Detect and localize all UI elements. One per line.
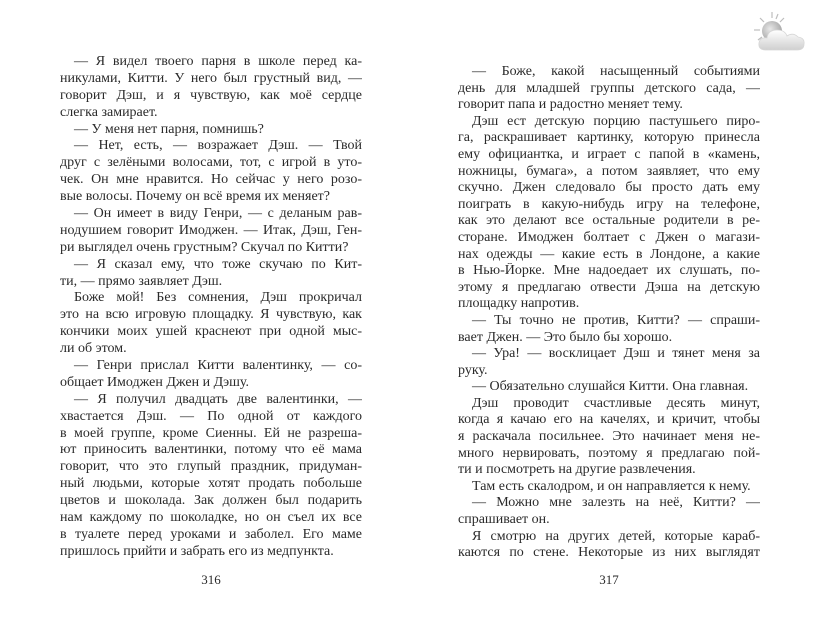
- text-line: площадку напротив.: [458, 296, 580, 312]
- text-line: Боже мой! Без сомнения, Дэш прокричал: [74, 290, 362, 306]
- text-line: Там есть скалодром, и он направляется к нему.: [472, 478, 751, 494]
- text-line: друг с зелёными волосами, тот, с игрой в уто-: [60, 155, 362, 171]
- text-line: поиграть в какую-нибудь игру на телефоне,: [458, 196, 760, 212]
- text-line: каются по стене. Некоторые из них выглядят: [458, 545, 760, 561]
- text-line: га, раскрашивает картинку, которую принесла: [458, 130, 760, 146]
- text-line: в моей группе, кроме Сиенны. Ей не разреша-: [60, 425, 362, 441]
- text-line: вает Джен. — Это было бы хорошо.: [458, 329, 673, 345]
- page-number-right: 317: [599, 572, 619, 587]
- text-line: слегка замирает.: [60, 104, 158, 120]
- text-line: я раскачала посильнее. Это начинает меня не-: [458, 429, 760, 445]
- text-line: это на всю игровую площадку. Я чувствую, как: [60, 307, 362, 323]
- text-line: — Я видел твоего парня в школе перед ка-: [74, 54, 362, 69]
- text-line: вые волосы. Почему он всё время их меняет?: [60, 189, 330, 205]
- text-line: кончики моих ушей краснеют при одной мыс-: [60, 324, 362, 340]
- text-line: — Обязательно слушайся Китти. Она главная.: [472, 379, 749, 395]
- text-line: — Ты точно не против, Китти? — спраши-: [472, 312, 760, 328]
- text-line: когда я качаю его на качелях, и кричит, чтобы: [458, 412, 760, 428]
- text-line: Дэш проводит счастливые десять минут,: [472, 395, 760, 411]
- text-line: — Он имеет в виду Генри, — с деланым рав-: [74, 206, 362, 222]
- text-line: ный людьми, которые хотят продать побольше: [60, 476, 362, 492]
- text-line: — У меня нет парня, помнишь?: [74, 121, 264, 137]
- text-line: — Ура! — восклицает Дэш и тянет меня за: [472, 346, 760, 362]
- text-line: скучно. Джен следовало бы просто дать ему: [458, 180, 760, 196]
- text-line: ли об этом.: [60, 341, 127, 357]
- text-line: говорит Дэш, и я чувствую, как моё сердце: [60, 87, 362, 103]
- text-line: руку.: [458, 362, 488, 378]
- text-line: нам каждому по шоколадке, но он съел их все: [60, 510, 362, 526]
- text-line: нодушием говорит Имоджен. — Итак, Дэш, Ген-: [60, 222, 362, 238]
- text-line: ножницы, бумага», а потом заявляет, что ему: [458, 163, 760, 179]
- text-line: никулами, Китти. У него был грустный вид, —: [60, 70, 362, 86]
- text-line: много нервировать, поэтому я предлагаю пой-: [458, 445, 760, 461]
- text-line: пришлось прийти и забрать его из медпункта.: [60, 543, 334, 559]
- text-line: — Боже, какой насыщенный событиями: [472, 64, 760, 79]
- text-line: — Я сказал ему, что тоже скучаю по Кит-: [74, 256, 362, 272]
- text-line: Я смотрю на других детей, которые караб-: [472, 528, 760, 544]
- text-line: ему официантка, и играет с папой в «камень,: [458, 146, 760, 162]
- text-line: говорит папа и радостно меняет тему.: [458, 97, 683, 113]
- text-line: говорит, что это глупый праздник, придуман-: [60, 459, 362, 475]
- text-line: нах одежды — какие есть в Лондоне, а какие: [458, 246, 760, 262]
- left-page-text: [60, 54, 362, 561]
- text-line: чек. Он мне нравится. Но сейчас у него розо-: [60, 172, 362, 188]
- text-line: в Нью-Йорке. Мне надоедает их слушать, по-: [458, 263, 760, 279]
- text-line: спрашивает он.: [458, 512, 550, 528]
- text-line: сторане. Имоджен болтает с Джен о магази-: [458, 229, 760, 245]
- text-line: ти и посмотреть на другие развлечения.: [458, 462, 696, 478]
- text-line: день для младшей группы детского сада, —: [458, 80, 760, 96]
- sun-behind-cloud-icon: [752, 10, 808, 54]
- text-line: ют приносить валентинки, потому что её мама: [60, 442, 362, 458]
- text-line: общает Имоджен Джен и Дэшу.: [60, 374, 250, 390]
- text-line: в туалете перед уроками и заболел. Его маме: [60, 526, 362, 542]
- right-page: [410, 0, 820, 629]
- text-line: этому я предлагаю отвести Дэша на детскую: [458, 279, 760, 295]
- text-line: ти, — прямо заявляет Дэш.: [60, 273, 223, 289]
- text-line: — Можно мне залезть на неё, Китти? —: [472, 495, 760, 511]
- text-line: как это делают все остальные родители в ре-: [458, 213, 760, 229]
- page-number-left: 316: [201, 572, 221, 587]
- text-line: хвастается Дэш. — По одной от каждого: [60, 408, 362, 424]
- text-line: — Генри прислал Китти валентинку, — со-: [74, 358, 362, 374]
- text-line: — Я получил двадцать две валентинки, —: [74, 391, 362, 407]
- text-line: Дэш ест детскую порцию пастушьего пиро-: [472, 113, 760, 129]
- right-page-text: [458, 64, 760, 562]
- text-line: — Нет, есть, — возражает Дэш. — Твой: [74, 138, 362, 154]
- text-line: ри выглядел очень грустным? Скучал по Китти?: [60, 239, 349, 255]
- text-line: цветов и шоколада. Зак должен был подарить: [60, 493, 362, 509]
